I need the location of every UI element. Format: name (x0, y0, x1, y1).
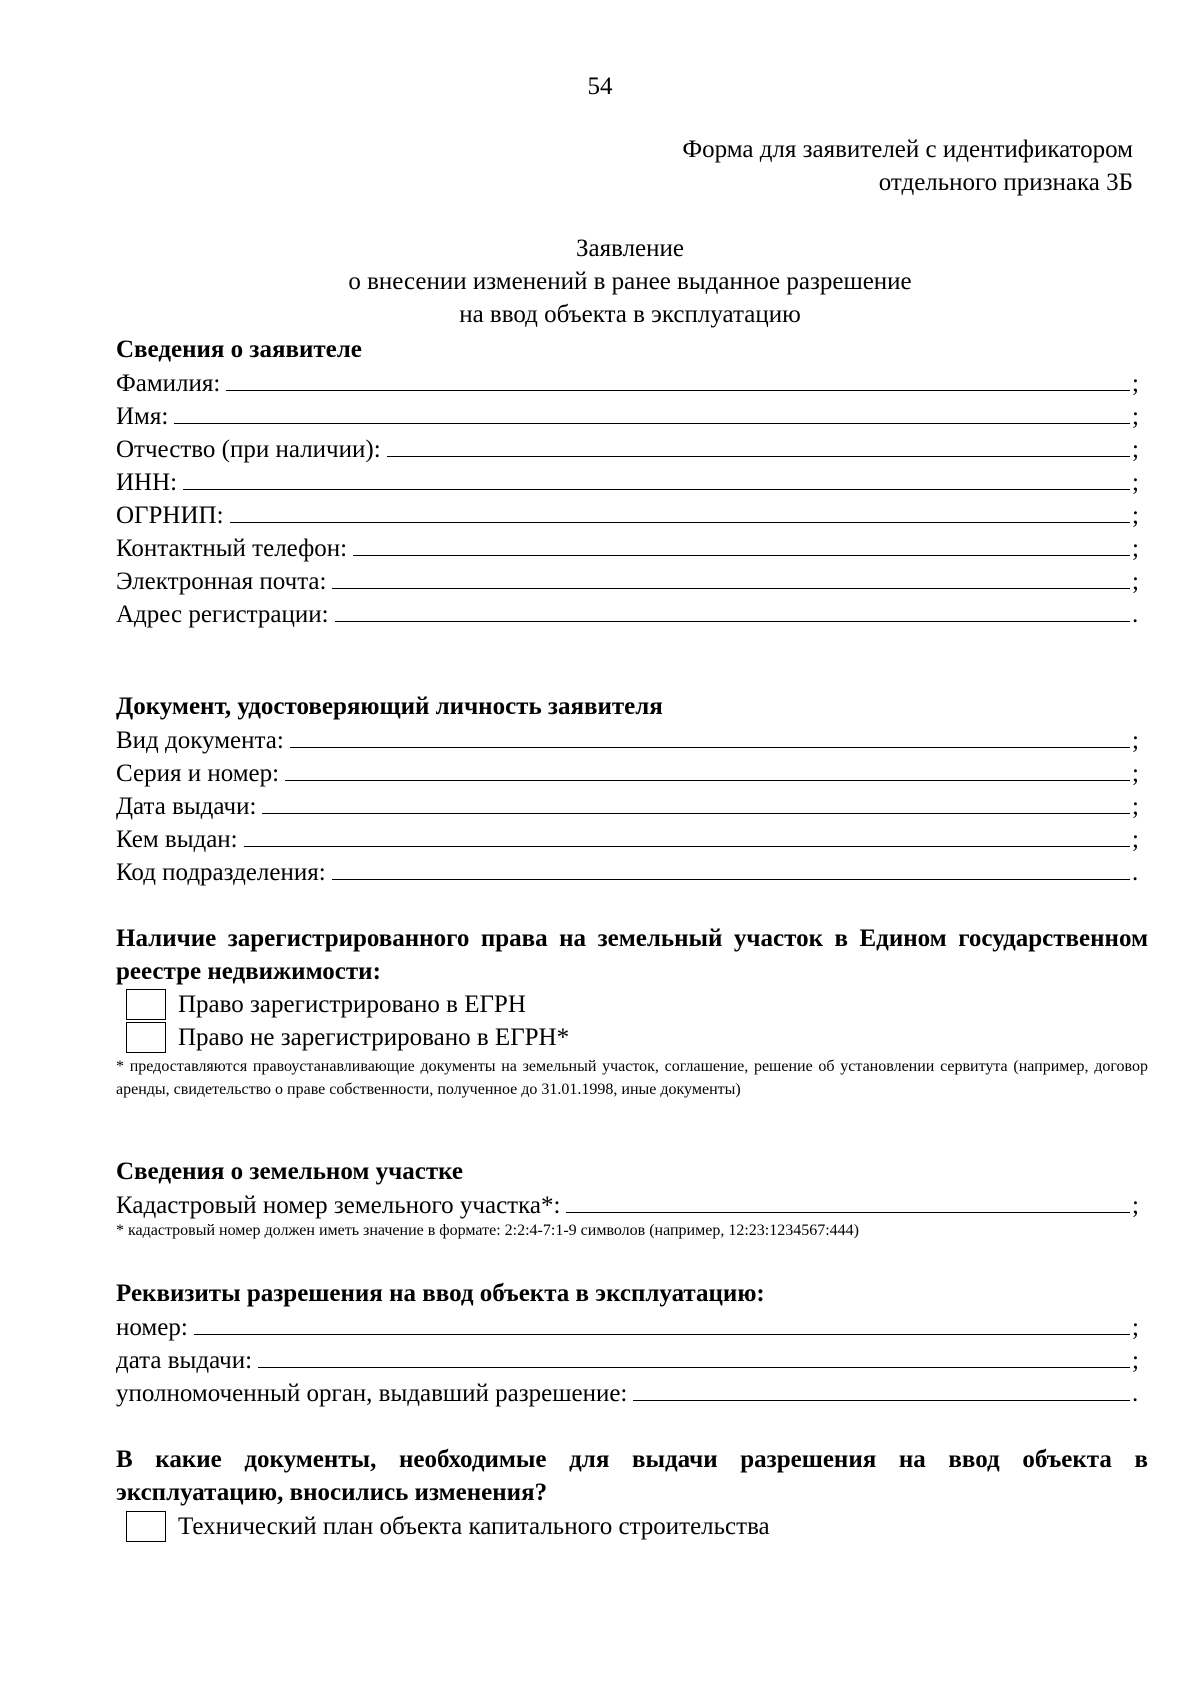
field-end-mark: ; (1132, 469, 1139, 496)
phone-input[interactable] (353, 531, 1130, 556)
right-not-registered-option[interactable] (126, 1021, 569, 1054)
land-right-heading: Наличие зарегистрированного права на земельный участок в Едином государственном реестре недвижимости: (116, 925, 1148, 985)
form-note-line-1: Форма для заявителей с идентификатором (682, 136, 1133, 163)
field-end-mark: ; (1132, 370, 1139, 397)
field-label: Отчество (при наличии): (116, 436, 381, 463)
cadastral-number-input[interactable] (566, 1188, 1130, 1213)
surname-input[interactable] (226, 366, 1130, 391)
title-line-3: на ввод объекта в эксплуатацию (459, 301, 801, 328)
title-line-2: о внесении изменений в ранее выданное разрешение (348, 268, 912, 295)
permit-number-field (116, 1310, 1142, 1343)
permit-number-input[interactable] (194, 1310, 1130, 1335)
doc-issue-date-input[interactable] (262, 789, 1130, 814)
doc-series-number-field (116, 756, 1142, 789)
name-input[interactable] (174, 399, 1130, 424)
inn-input[interactable] (183, 465, 1130, 490)
applicant-heading: Сведения о заявителе (116, 336, 362, 363)
surname-field (116, 366, 1142, 399)
checkbox[interactable] (126, 989, 166, 1020)
field-label: Имя: (116, 403, 169, 430)
field-label: Фамилия: (116, 370, 221, 397)
permit-authority-field (116, 1376, 1142, 1409)
checkbox[interactable] (126, 1022, 166, 1053)
field-end-mark: ; (1132, 793, 1139, 820)
field-label: Контактный телефон: (116, 535, 348, 562)
field-end-mark: ; (1132, 1192, 1139, 1219)
technical-plan-option[interactable] (126, 1510, 770, 1543)
permit-issue-date-field (116, 1343, 1142, 1376)
field-end-mark: ; (1132, 1314, 1139, 1341)
inn-field (116, 465, 1142, 498)
field-end-mark: ; (1132, 1347, 1139, 1374)
cadastral-number-footnote: * кадастровый номер должен иметь значение в формате: 2:2:4-7:1-9 символов (например, 12:23:1234567:444) (116, 1222, 860, 1239)
doc-issued-by-input[interactable] (244, 822, 1130, 847)
patronymic-input[interactable] (387, 432, 1130, 457)
permit-issue-date-input[interactable] (258, 1343, 1130, 1368)
name-field (116, 399, 1142, 432)
registration-address-field (116, 597, 1142, 630)
right-registered-option[interactable] (126, 988, 526, 1021)
permit-heading: Реквизиты разрешения на ввод объекта в эксплуатацию: (116, 1280, 765, 1307)
land-right-footnote: * предоставляются правоустанавливающие документы на земельный участок, соглашение, решение об установлении сервитута (например, договор аренды, свидетельство о праве собственности, полученное до 31.01.1998, иные документы) (116, 1058, 1148, 1098)
changed-docs-heading: В какие документы, необходимые для выдачи разрешения на ввод объекта в эксплуатацию, вносились изменения? (116, 1446, 1148, 1506)
checkbox[interactable] (126, 1511, 166, 1542)
field-label: Вид документа: (116, 727, 284, 754)
option-label: Технический план объекта капитального строительства (178, 1513, 770, 1540)
identity-document-heading: Документ, удостоверяющий личность заявителя (116, 693, 663, 720)
doc-division-code-field (116, 855, 1142, 888)
doc-type-field (116, 723, 1142, 756)
form-note (433, 133, 1133, 199)
ogrnip-input[interactable] (230, 498, 1130, 523)
field-label: номер: (116, 1314, 188, 1341)
option-label: Право не зарегистрировано в ЕГРН* (178, 1024, 570, 1051)
field-label: Серия и номер: (116, 760, 280, 787)
field-end-mark: ; (1132, 568, 1139, 595)
field-end-mark: ; (1132, 727, 1139, 754)
land-plot-heading: Сведения о земельном участке (116, 1158, 463, 1185)
field-end-mark: ; (1132, 403, 1139, 430)
field-label: Адрес регистрации: (116, 601, 329, 628)
field-label: Электронная почта: (116, 568, 327, 595)
email-input[interactable] (332, 564, 1130, 589)
field-label: Кадастровый номер земельного участка*: (116, 1192, 561, 1219)
page-number: 54 (587, 73, 613, 100)
doc-issued-by-field (116, 822, 1142, 855)
field-end-mark: . (1132, 859, 1139, 886)
field-label: Кем выдан: (116, 826, 238, 853)
patronymic-field (116, 432, 1142, 465)
field-end-mark: . (1132, 601, 1139, 628)
form-note-line-2: отдельного признака 3Б (878, 169, 1133, 196)
doc-type-input[interactable] (290, 723, 1130, 748)
field-label: ИНН: (116, 469, 178, 496)
field-label: Код подразделения: (116, 859, 326, 886)
email-field (116, 564, 1142, 597)
field-end-mark: . (1132, 1380, 1139, 1407)
doc-series-number-input[interactable] (285, 756, 1130, 781)
ogrnip-field (116, 498, 1142, 531)
field-end-mark: ; (1132, 760, 1139, 787)
cadastral-number-field (116, 1188, 1142, 1221)
field-label: уполномоченный орган, выдавший разрешение: (116, 1380, 628, 1407)
field-label: Дата выдачи: (116, 793, 257, 820)
doc-issue-date-field (116, 789, 1142, 822)
document-title (0, 232, 1200, 331)
permit-authority-input[interactable] (633, 1376, 1130, 1401)
option-label: Право зарегистрировано в ЕГРН (178, 991, 526, 1018)
field-end-mark: ; (1132, 826, 1139, 853)
field-end-mark: ; (1132, 436, 1139, 463)
registration-address-input[interactable] (335, 597, 1130, 622)
field-label: дата выдачи: (116, 1347, 253, 1374)
field-end-mark: ; (1132, 502, 1139, 529)
title-line-1: Заявление (575, 235, 685, 262)
phone-field (116, 531, 1142, 564)
doc-division-code-input[interactable] (332, 855, 1130, 880)
field-end-mark: ; (1132, 535, 1139, 562)
field-label: ОГРНИП: (116, 502, 224, 529)
